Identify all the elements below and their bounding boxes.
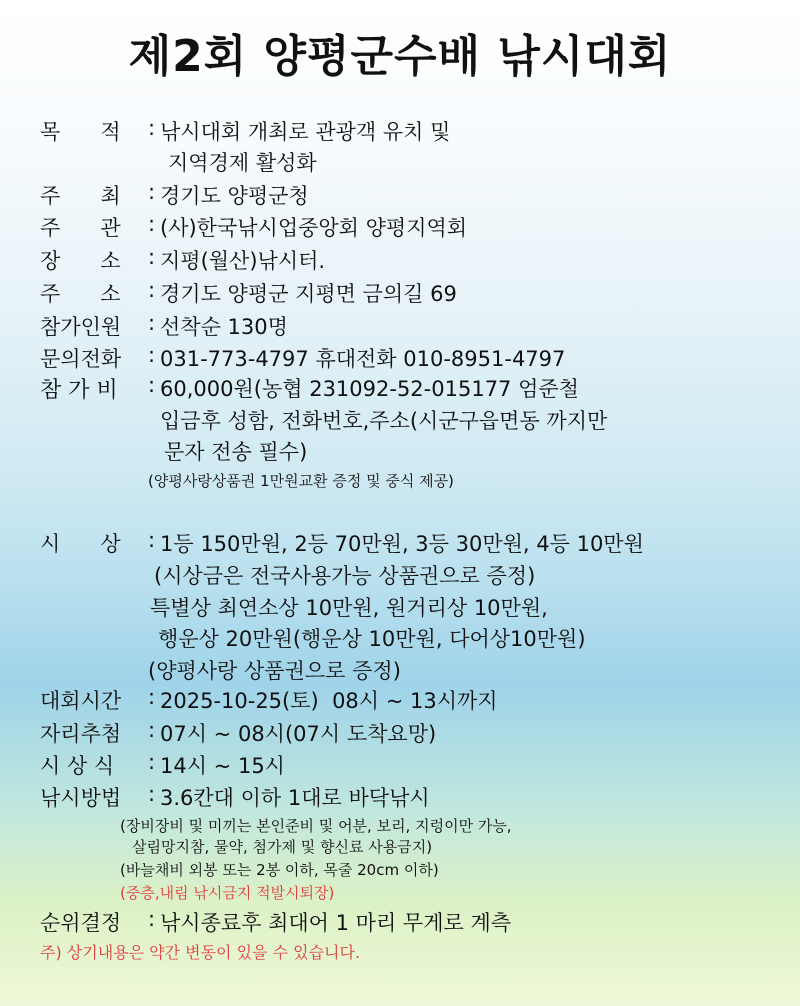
page-title: 제2회 양평군수배 낚시대회 — [128, 31, 672, 82]
colon: : — [148, 343, 156, 367]
fee-line2: 입금후 성함, 전화번호,주소(시군구읍면동 까지만 — [160, 409, 608, 433]
time-label: 대회시간 — [40, 689, 122, 713]
ranking-value: 낚시종료후 최대어 1 마리 무게로 계측 — [160, 911, 512, 935]
colon: : — [148, 180, 156, 204]
venue-value: 지평(월산)낚시터. — [160, 249, 326, 273]
colon: : — [148, 528, 156, 552]
address-label: 주 소 — [40, 282, 121, 306]
fee-note: (양평사랑상품권 1만원교환 증정 및 중식 제공) — [148, 472, 454, 490]
awards-line3: 특별상 최연소상 10만원, 원거리상 10만원, — [150, 596, 548, 620]
contact-label: 문의전화 — [40, 347, 122, 371]
method-note3: (바늘채비 외봉 또는 2봉 이하, 목줄 20cm 이하) — [120, 861, 439, 879]
awards-line5: (양평사랑 상품권으로 증정) — [148, 659, 401, 683]
fee-label: 참 가 비 — [40, 378, 118, 403]
ceremony-label: 시 상 식 — [40, 754, 115, 778]
host-label: 주 최 — [40, 184, 121, 208]
method-note1: (장비장비 및 미끼는 본인준비 및 어분, 보리, 지렁이만 가능, — [120, 817, 512, 835]
organizer-label: 주 관 — [40, 216, 121, 240]
time-value: 2025-10-25(토) 08시 ~ 13시까지 — [160, 689, 498, 713]
purpose-label: 목 적 — [40, 120, 121, 144]
fee-line3: 문자 전송 필수) — [164, 440, 308, 464]
ranking-label: 순위결정 — [40, 911, 122, 935]
participants-label: 참가인원 — [40, 315, 122, 339]
colon: : — [148, 685, 156, 709]
colon: : — [148, 782, 156, 806]
host-value: 경기도 양평군청 — [160, 184, 309, 208]
method-value: 3.6칸대 이하 1대로 바닥낚시 — [160, 786, 430, 810]
method-label: 낚시방법 — [40, 786, 122, 810]
colon: : — [148, 718, 156, 742]
colon: : — [148, 907, 156, 931]
footnote: 주) 상기내용은 약간 변동이 있을 수 있습니다. — [40, 943, 361, 962]
venue-label: 장 소 — [40, 249, 121, 273]
organizer-value: (사)한국낚시업중앙회 양평지역회 — [160, 216, 468, 240]
awards-value: 1등 150만원, 2등 70만원, 3등 30만원, 4등 10만원 — [160, 532, 644, 556]
contact-value: 031-773-4797 휴대전화 010-8951-4797 — [160, 347, 566, 371]
purpose-value: 낚시대회 개최로 관광객 유치 및 — [160, 120, 451, 144]
purpose-value-line2: 지역경제 활성화 — [168, 151, 317, 175]
awards-line2: (시상금은 전국사용가능 상품권으로 증정) — [154, 564, 536, 588]
colon: : — [148, 373, 156, 397]
awards-label: 시 상 — [40, 532, 121, 556]
colon: : — [148, 750, 156, 774]
colon: : — [148, 116, 156, 140]
address-value: 경기도 양평군 지평면 금의길 69 — [160, 282, 457, 306]
colon: : — [148, 311, 156, 335]
awards-line4: 행운상 20만원(행운상 10만원, 다어상10만원) — [158, 627, 586, 651]
participants-value: 선착순 130명 — [160, 315, 288, 339]
method-note2: 살림망지참, 물약, 첨가제 및 향신료 사용금지) — [132, 838, 433, 856]
fee-value: 60,000원(농협 231092-52-015177 엄준철 — [160, 377, 579, 401]
draw-label: 자리추첨 — [40, 722, 122, 746]
ceremony-value: 14시 ~ 15시 — [160, 754, 285, 778]
colon: : — [148, 278, 156, 302]
colon: : — [148, 245, 156, 269]
colon: : — [148, 212, 156, 236]
draw-value: 07시 ~ 08시(07시 도착요망) — [160, 722, 437, 746]
method-warning: (중층,내림 낚시금지 적발시퇴장) — [120, 884, 335, 902]
